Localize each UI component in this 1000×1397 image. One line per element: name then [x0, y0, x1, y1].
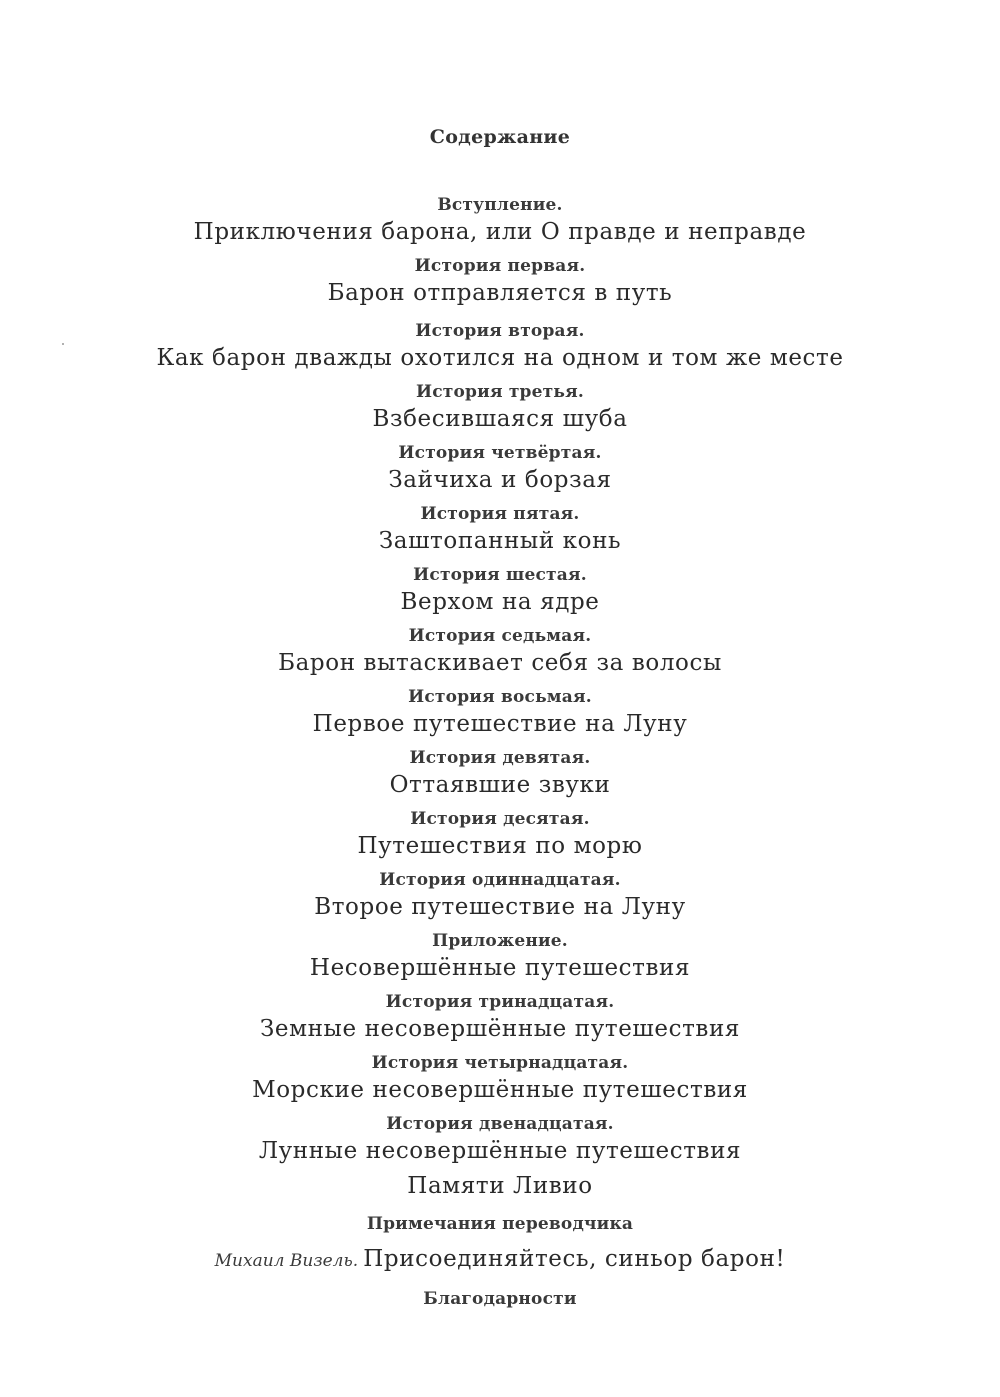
toc-entry-label: История двенадцатая. — [386, 1114, 614, 1134]
toc-entry-story-4[interactable] — [0, 442, 1000, 496]
afterword-title: Присоединяйтесь, синьор барон! — [363, 1246, 786, 1272]
toc-entry-heading: Первое путешествие на Луну — [312, 711, 688, 737]
translator-notes-label: Примечания переводчика — [366, 1214, 634, 1234]
toc-entry-story-11[interactable] — [0, 869, 1000, 923]
toc-entry-label: История одиннадцатая. — [379, 870, 621, 890]
toc-entry-story-7[interactable] — [0, 625, 1000, 679]
toc-entry-story-6[interactable] — [0, 564, 1000, 618]
toc-entry-label: История восьмая. — [408, 687, 592, 707]
toc-entry-story-14[interactable] — [0, 1052, 1000, 1106]
toc-entry-heading: Лунные несовершённые путешествия — [258, 1138, 742, 1164]
toc-entry-label: История первая. — [414, 256, 586, 276]
toc-entry-heading: Заштопанный конь — [378, 528, 622, 554]
toc-entry-label: История десятая. — [410, 809, 590, 829]
memorial-heading: Памяти Ливио — [407, 1173, 593, 1199]
toc-entry-memorial[interactable] — [0, 1173, 1000, 1199]
toc-entry-label: История шестая. — [413, 565, 587, 585]
toc-entry-label: История пятая. — [420, 504, 580, 524]
scan-speck — [62, 343, 64, 345]
toc-entry-story-8[interactable] — [0, 686, 1000, 740]
toc-entry-heading: Зайчиха и борзая — [388, 467, 612, 493]
toc-entry-heading: Верхом на ядре — [400, 589, 600, 615]
toc-entry-story-5[interactable] — [0, 503, 1000, 557]
toc-entry-heading: Как барон дважды охотился на одном и том же месте — [156, 345, 844, 371]
toc-entry-heading: Несовершённые путешествия — [309, 955, 691, 981]
toc-entry-label: Приложение. — [432, 931, 568, 951]
afterword-author: Михаил Визель. — [214, 1251, 359, 1271]
toc-entry-story-9[interactable] — [0, 747, 1000, 801]
toc-entry-heading: Земные несовершённые путешествия — [259, 1016, 740, 1042]
toc-entry-label: История девятая. — [409, 748, 591, 768]
toc-entry-heading: Приключения барона, или О правде и неправде — [193, 219, 807, 245]
toc-entry-label: История тринадцатая. — [385, 992, 615, 1012]
toc-entry-label: История вторая. — [415, 321, 585, 341]
toc-entry-introduction[interactable] — [0, 194, 1000, 248]
toc-entry-heading: Взбесившаяся шуба — [372, 406, 628, 432]
toc-entry-heading: Барон вытаскивает себя за волосы — [278, 650, 722, 676]
toc-entry-heading: Второе путешествие на Луну — [314, 894, 686, 920]
toc-entry-label: История четырнадцатая. — [371, 1053, 629, 1073]
toc-entry-story-1[interactable] — [0, 255, 1000, 309]
toc-entry-story-12[interactable] — [0, 1113, 1000, 1167]
toc-entry-label: История третья. — [415, 382, 585, 402]
toc-entry-heading: Путешествия по морю — [357, 833, 643, 859]
acknowledgements-label: Благодарности — [423, 1289, 577, 1309]
toc-entry-translator-notes[interactable] — [0, 1214, 1000, 1234]
toc-entry-acknowledgements[interactable] — [0, 1289, 1000, 1309]
toc-entry-heading: Оттаявшие звуки — [389, 772, 611, 798]
toc-entry-afterword[interactable] — [0, 1246, 1000, 1272]
toc-entry-heading: Морские несовершённые путешествия — [252, 1077, 748, 1103]
toc-entry-label: История седьмая. — [408, 626, 592, 646]
toc-entry-label: История четвёртая. — [398, 443, 602, 463]
toc-entry-story-13[interactable] — [0, 991, 1000, 1045]
toc-entry-appendix[interactable] — [0, 930, 1000, 984]
page-title: Содержание — [429, 126, 571, 148]
toc-entry-story-2[interactable] — [0, 320, 1000, 374]
toc-entry-story-3[interactable] — [0, 381, 1000, 435]
toc-entry-heading: Барон отправляется в путь — [327, 280, 673, 306]
toc-entry-story-10[interactable] — [0, 808, 1000, 862]
toc-entry-label: Вступление. — [437, 195, 563, 215]
